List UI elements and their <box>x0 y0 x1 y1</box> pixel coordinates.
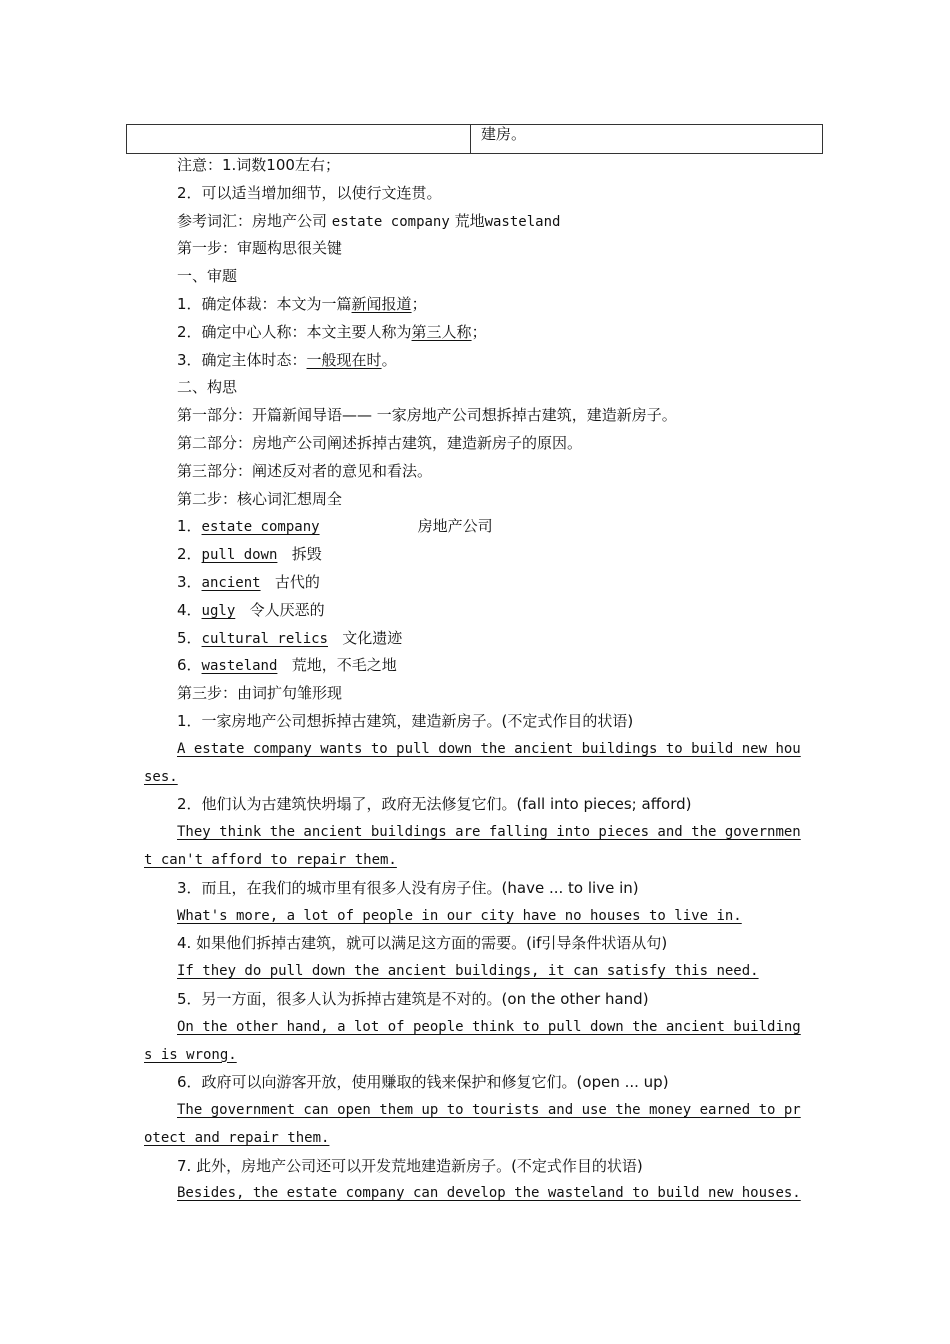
sentence-answer: Besides, the estate company can develop the wasteland to build new houses. <box>177 1185 801 1202</box>
sentence-answer-block <box>144 1180 807 1208</box>
sentence-answer-block <box>144 1014 807 1070</box>
review-item-tense: 3．确定主体时态：一般现在时。 <box>177 350 397 369</box>
section-outline: 二、构思 <box>177 378 238 397</box>
table-cell-empty <box>127 125 471 153</box>
step3-title: 第三步：由词扩句雏形现 <box>177 684 343 703</box>
vocab-english: ancient <box>201 574 261 591</box>
sentence-prompt: 7. 此外，房地产公司还可以开发荒地建造新房子。(不定式作目的状语) <box>177 1156 643 1175</box>
sentence-answer: The government can open them up to tourists and use the money earned to protect and repair them. <box>144 1102 801 1146</box>
sentence-prompt: 1．一家房地产公司想拆掉古建筑，建造新房子。(不定式作目的状语) <box>177 711 634 730</box>
vocab-item: 1．estate company 房地产公司 <box>177 517 493 536</box>
note-word-count: 注意：1.词数100左右； <box>177 156 340 174</box>
sentence-prompt: 2．他们认为古建筑快坍塌了，政府无法修复它们。(fall into pieces; afford) <box>177 795 692 814</box>
vocab-item: 2．pull down 拆毁 <box>177 545 322 564</box>
reference-prefix: 参考词汇：房地产公司 <box>177 211 332 230</box>
sentence-prompt: 6．政府可以向游客开放，使用赚取的钱来保护和修复它们。(open ... up) <box>177 1073 669 1092</box>
vocab-chinese: 令人厌恶的 <box>249 600 325 619</box>
vocab-english: ugly <box>201 602 236 619</box>
note-details: 2．可以适当增加细节，以使行文连贯。 <box>177 183 442 202</box>
review-item-person: 2．确定中心人称：本文主要人称为第三人称； <box>177 322 487 341</box>
answer-tense: 一般现在时 <box>306 350 382 369</box>
table-fragment <box>126 124 823 154</box>
table-cell-text: 建房。 <box>481 125 527 143</box>
vocab-chinese: 古代的 <box>274 572 320 591</box>
document-body <box>144 152 807 1208</box>
vocab-chinese: 房地产公司 <box>417 517 493 536</box>
sentence-answer: On the other hand, a lot of people think to pull down the ancient buildings is wrong. <box>144 1018 801 1063</box>
sentence-answer-block <box>144 819 807 875</box>
sentence-answer: A estate company wants to pull down the ancient buildings to build new houses. <box>144 740 801 785</box>
sentence-prompt: 5．另一方面，很多人认为拆掉古建筑是不对的。(on the other hand) <box>177 989 649 1008</box>
sentence-prompt: 4. 如果他们拆掉古建筑，就可以满足这方面的需要。(if引导条件状语从句) <box>177 934 668 953</box>
reference-mid: 荒地 <box>449 211 485 230</box>
sentence-answer-block <box>144 736 807 792</box>
reference-estate: estate company <box>331 213 450 230</box>
section-review: 一、审题 <box>177 267 238 286</box>
vocab-english: pull down <box>201 547 278 564</box>
step1-title: 第一步：审题构思很关键 <box>177 239 343 258</box>
vocab-chinese: 荒地，不毛之地 <box>291 656 397 675</box>
answer-genre: 新闻报道 <box>351 294 412 313</box>
vocab-english: cultural relics <box>201 630 328 647</box>
vocab-item: 5．cultural relics 文化遗迹 <box>177 628 403 647</box>
sentence-answer: What's more, a lot of people in our city have no houses to live in. <box>177 907 742 924</box>
vocab-chinese: 拆毁 <box>291 545 322 564</box>
vocab-english: wasteland <box>201 658 278 675</box>
answer-person: 第三人称 <box>411 322 472 341</box>
outline-part-3: 第三部分：阐述反对者的意见和看法。 <box>177 461 433 480</box>
sentence-answer: They think the ancient buildings are falling into pieces and the government can't afford to repair them. <box>144 824 801 868</box>
sentence-answer-block <box>144 903 807 931</box>
vocab-english: estate company <box>201 519 320 536</box>
vocab-chinese: 文化遗迹 <box>342 628 403 647</box>
sentence-answer-block <box>144 1097 807 1153</box>
vocab-item: 6．wasteland 荒地，不毛之地 <box>177 656 397 675</box>
vocab-item: 3．ancient 古代的 <box>177 572 320 591</box>
sentence-answer: If they do pull down the ancient buildings, it can satisfy this need. <box>177 963 759 980</box>
sentence-prompt: 3．而且，在我们的城市里有很多人没有房子住。(have ... to live in) <box>177 878 639 897</box>
vocab-item: 4．ugly 令人厌恶的 <box>177 600 325 619</box>
outline-part-2: 第二部分：房地产公司阐述拆掉古建筑，建造新房子的原因。 <box>177 433 583 452</box>
reference-wasteland: wasteland <box>484 213 561 230</box>
reference-vocabulary <box>144 208 807 236</box>
review-item-genre: 1．确定体裁：本文为一篇新闻报道； <box>177 294 427 313</box>
outline-part-1: 第一部分：开篇新闻导语—— 一家房地产公司想拆掉古建筑，建造新房子。 <box>177 406 677 425</box>
step2-title: 第二步：核心词汇想周全 <box>177 489 343 508</box>
sentence-answer-block <box>144 958 807 986</box>
